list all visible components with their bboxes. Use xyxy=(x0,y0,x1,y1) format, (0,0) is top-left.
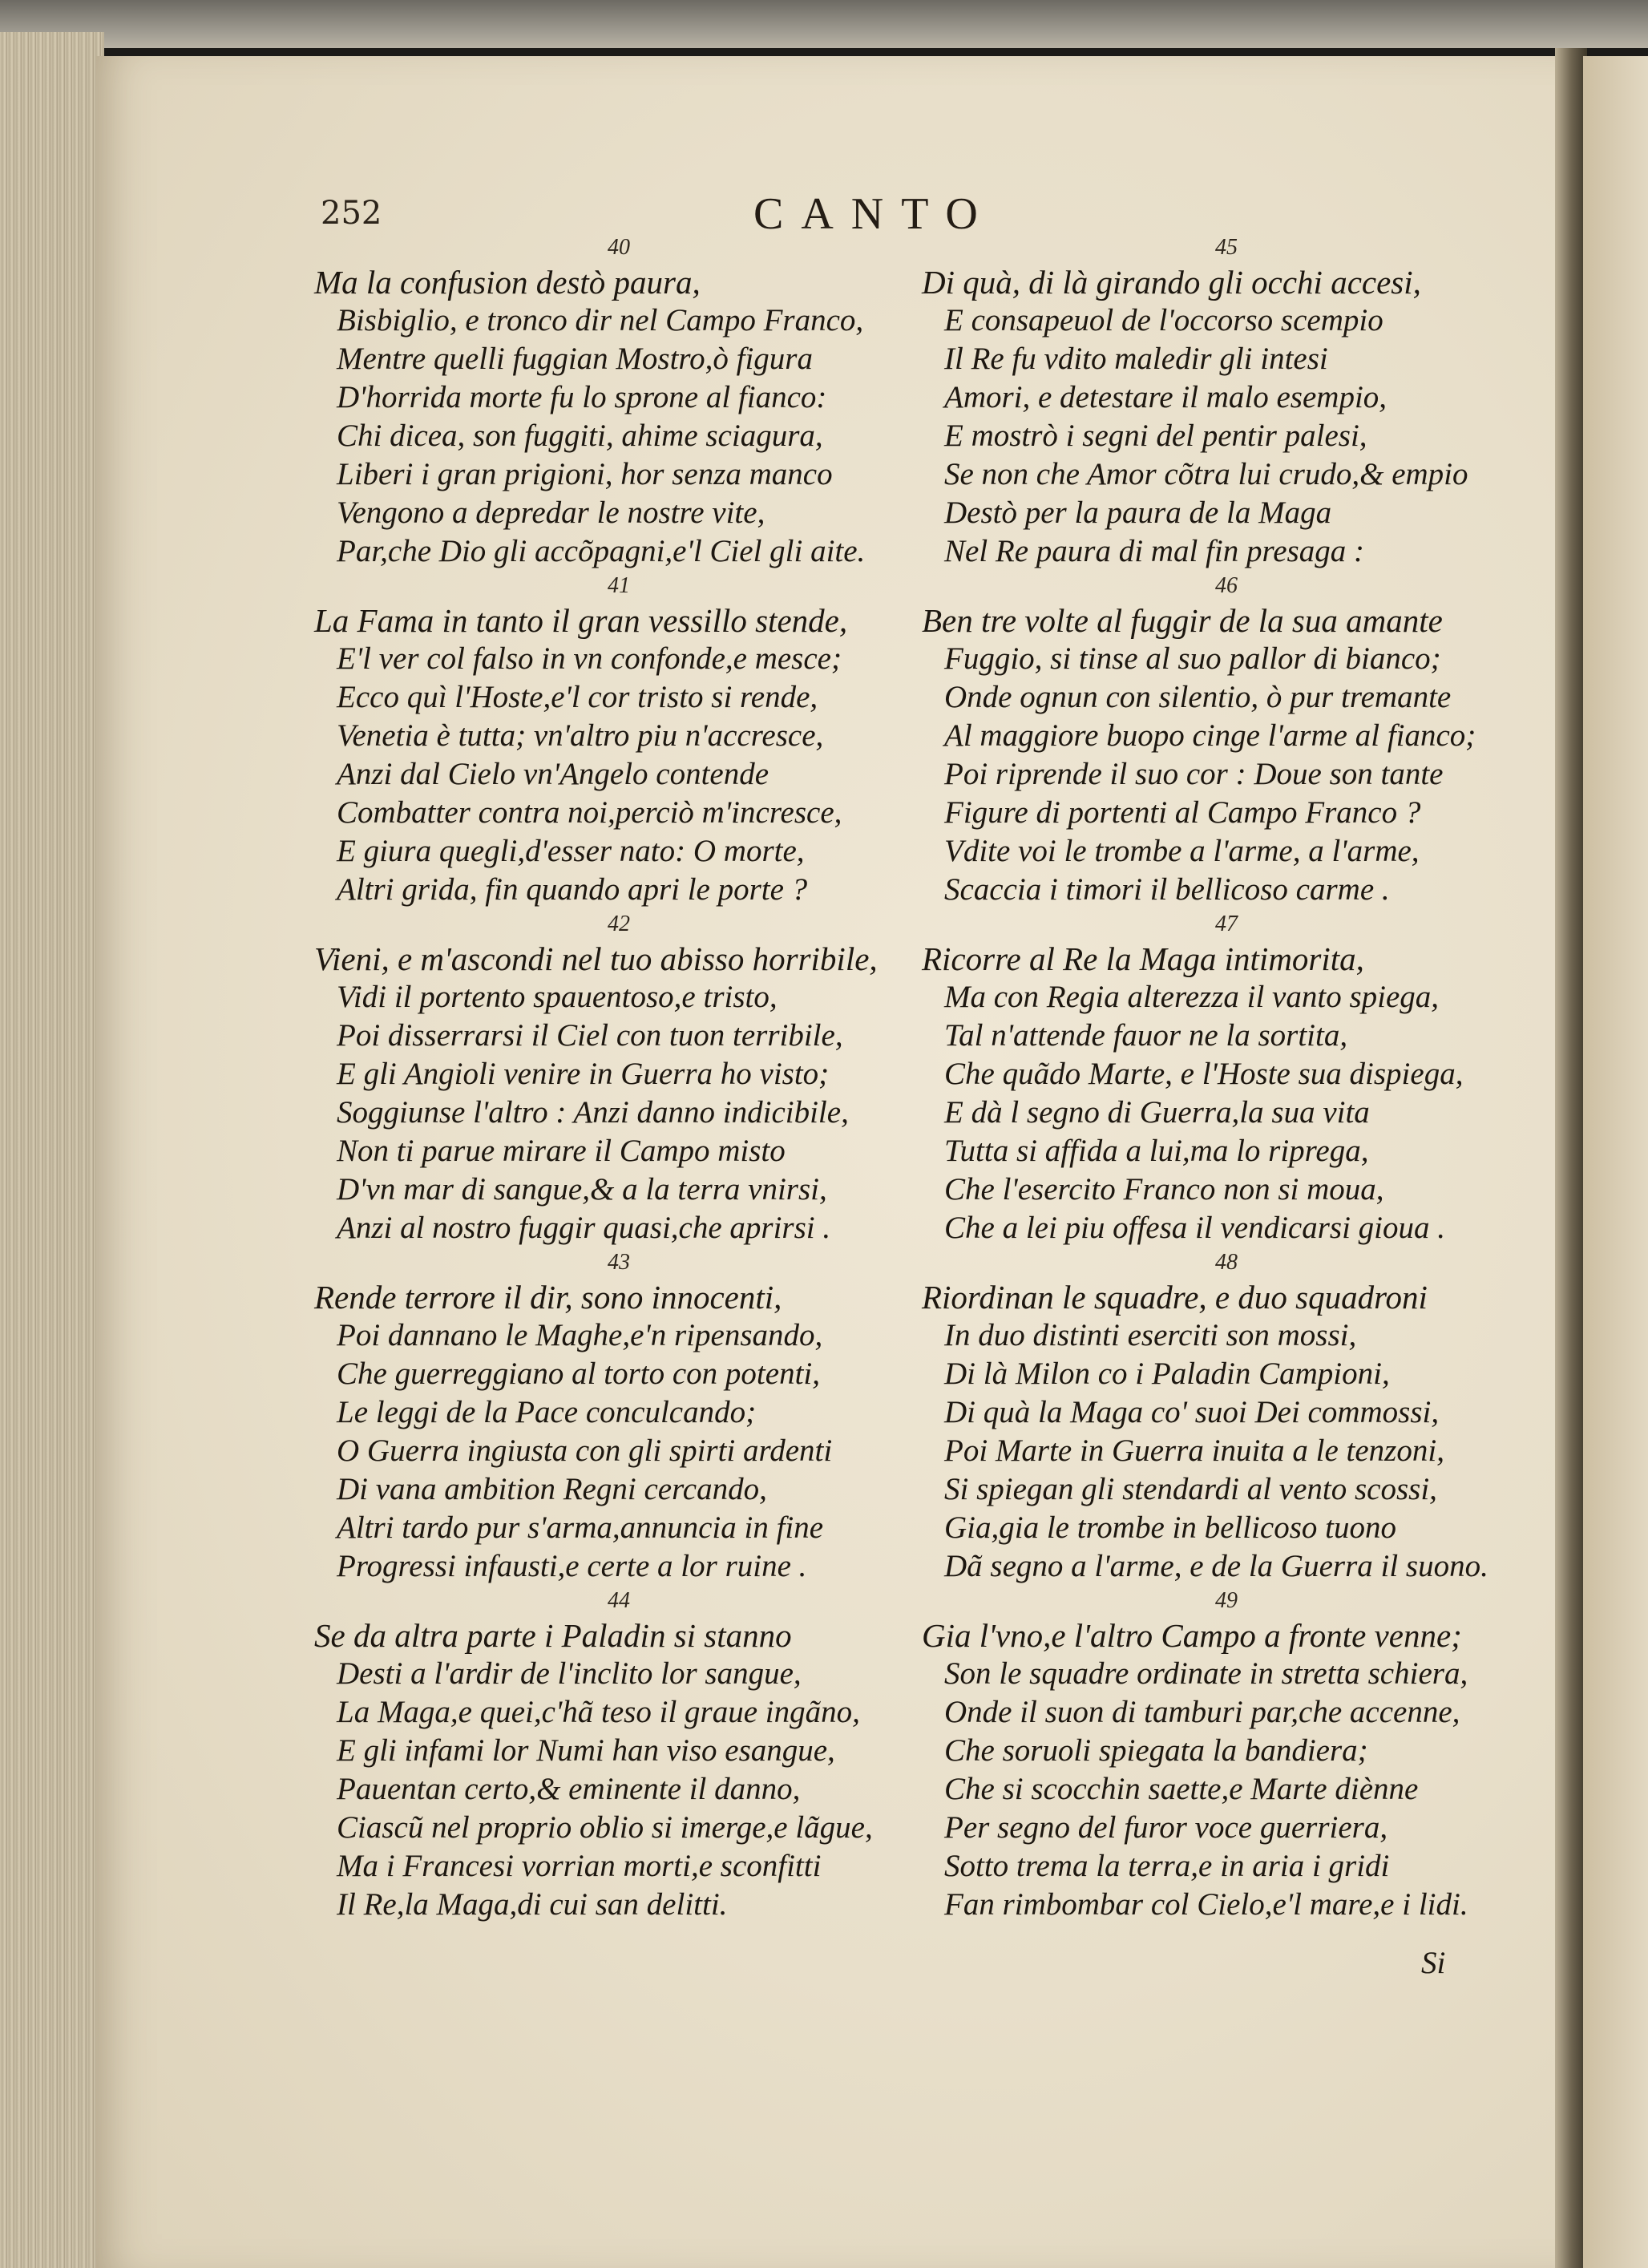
stanza-number: 46 xyxy=(1215,573,1238,598)
stanza-number: 40 xyxy=(608,235,630,260)
verse-line: Che guerreggiano al torto con potenti, xyxy=(337,1356,820,1391)
verse-line: Progressi infausti,e certe a lor ruine . xyxy=(337,1549,807,1583)
stanza-number: 48 xyxy=(1215,1250,1238,1275)
verse-line: Ma i Francesi vorrian morti,e sconfitti xyxy=(337,1849,822,1883)
verse-line: Bisbiglio, e tronco dir nel Campo Franco, xyxy=(337,303,864,338)
verse-line: Di là Milon co i Paladin Campioni, xyxy=(944,1356,1390,1391)
verse-line: Onde il suon di tamburi par,che accenne, xyxy=(944,1695,1460,1729)
stanza xyxy=(922,571,1531,909)
verse-line: Amori, e detestare il malo esempio, xyxy=(944,380,1387,414)
verse-line: Figure di portenti al Campo Franco ? xyxy=(944,795,1421,830)
verse-line: E gli Angioli venire in Guerra ho visto; xyxy=(337,1057,830,1091)
verse-line: Rende terrore il dir, sono innocenti, xyxy=(314,1279,782,1316)
verse-line: Di vana ambition Regni cercando, xyxy=(337,1472,767,1506)
stanza-number: 42 xyxy=(608,912,630,936)
stanza xyxy=(314,571,923,909)
verse-line: E mostrò i segni del pentir palesi, xyxy=(944,418,1367,453)
verse-line: Tutta si affida a lui,ma lo riprega, xyxy=(944,1134,1369,1168)
verse-line: Destò per la paura de la Maga xyxy=(944,495,1332,530)
verse-line: D'vn mar di sangue,& a la terra vnirsi, xyxy=(337,1172,827,1207)
verse-line: La Maga,e quei,c'hã teso il graue ingãno, xyxy=(337,1695,860,1729)
verse-line: E'l ver col falso in vn confonde,e mesce; xyxy=(337,641,842,676)
verse-line: Ciascũ nel proprio oblio si imerge,e lãgue, xyxy=(337,1810,873,1845)
verse-line: Di quà la Maga co' suoi Dei commossi, xyxy=(944,1395,1440,1429)
stanza-number: 45 xyxy=(1215,235,1238,260)
verse-line: Anzi dal Cielo vn'Angelo contende xyxy=(337,757,769,791)
page-stack-edge xyxy=(0,32,104,2268)
stanza xyxy=(922,909,1531,1247)
stanza-number: 47 xyxy=(1215,912,1238,936)
stanza-number: 49 xyxy=(1215,1588,1238,1613)
verse-line: Pauentan certo,& eminente il danno, xyxy=(337,1772,801,1806)
verse-line: Anzi al nostro fuggir quasi,che aprirsi . xyxy=(337,1211,831,1245)
verse-line: Che quãdo Marte, e l'Hoste sua dispiega, xyxy=(944,1057,1464,1091)
verse-line: Ecco quì l'Hoste,e'l cor tristo si rende, xyxy=(337,680,818,714)
verse-line: Scaccia i timori il bellicoso carme . xyxy=(944,872,1390,907)
verse-line: Ricorre al Re la Maga intimorita, xyxy=(922,940,1364,977)
verse-line: D'horrida morte fu lo sprone al fianco: xyxy=(337,380,827,414)
verse-line: Che soruoli spiegata la bandiera; xyxy=(944,1733,1368,1768)
verse-line: Liberi i gran prigioni, hor senza manco xyxy=(337,457,833,491)
verse-line: Nel Re paura di mal fin presaga : xyxy=(944,534,1364,568)
verse-line: In duo distinti eserciti son mossi, xyxy=(944,1318,1357,1352)
stanza-number: 44 xyxy=(608,1588,630,1613)
stanza xyxy=(922,1586,1531,1924)
verse-line: Non ti parue mirare il Campo misto xyxy=(337,1134,786,1168)
verse-line: Si spiegan gli stendardi al vento scossi, xyxy=(944,1472,1437,1506)
book-cover-edge xyxy=(0,0,1648,48)
verse-line: Fuggio, si tinse al suo pallor di bianco; xyxy=(944,641,1441,676)
facing-page-edge xyxy=(1583,56,1648,2268)
verse-line: Gia,gia le trombe in bellicoso tuono xyxy=(944,1510,1396,1545)
verse-line: Che l'esercito Franco non si moua, xyxy=(944,1172,1384,1207)
verse-line: Son le squadre ordinate in stretta schiera, xyxy=(944,1656,1468,1691)
verse-line: E dà l segno di Guerra,la sua vita xyxy=(944,1095,1370,1130)
verse-line: Chi dicea, son fuggiti, ahime sciagura, xyxy=(337,418,823,453)
verse-line: E gli infami lor Numi han viso esangue, xyxy=(337,1733,835,1768)
verse-line: Se da altra parte i Paladin si stanno xyxy=(314,1617,792,1654)
verse-line: La Fama in tanto il gran vessillo stende, xyxy=(314,602,848,639)
verse-line: Vieni, e m'ascondi nel tuo abisso horribile, xyxy=(314,940,878,977)
verse-line: Onde ognun con silentio, ò pur tremante xyxy=(944,680,1452,714)
stanza xyxy=(314,1247,923,1586)
verse-line: Poi Marte in Guerra inuita a le tenzoni, xyxy=(944,1433,1444,1468)
verse-line: Che si scocchin saette,e Marte diènne xyxy=(944,1772,1419,1806)
verse-line: E giura quegli,d'esser nato: O morte, xyxy=(337,834,805,868)
verse-line: Vengono a depredar le nostre vite, xyxy=(337,495,765,530)
stanza-number: 43 xyxy=(608,1250,630,1275)
verse-line: Il Re fu vdito maledir gli intesi xyxy=(944,342,1328,376)
stanza xyxy=(922,1247,1531,1586)
stanza xyxy=(314,909,923,1247)
verse-line: Ma la confusion destò paura, xyxy=(314,264,701,301)
right-column xyxy=(922,232,1531,1924)
verse-line: Desti a l'ardir de l'inclito lor sangue, xyxy=(337,1656,802,1691)
verse-line: E consapeuol de l'occorso scempio xyxy=(944,303,1383,338)
catchword: Si xyxy=(1421,1946,1446,1980)
verse-line: Per segno del furor voce guerriera, xyxy=(944,1810,1388,1845)
verse-line: Che a lei piu offesa il vendicarsi gioua . xyxy=(944,1211,1446,1245)
book-gutter xyxy=(1555,48,1587,2268)
verse-line: Le leggi de la Pace conculcando; xyxy=(337,1395,757,1429)
verse-line: Ma con Regia alterezza il vanto spiega, xyxy=(944,980,1440,1014)
verse-line: Sotto trema la terra,e in aria i gridi xyxy=(944,1849,1390,1883)
verse-line: O Guerra ingiusta con gli spirti ardenti xyxy=(337,1433,833,1468)
verse-line: Poi disserrarsi il Ciel con tuon terribile, xyxy=(337,1018,843,1053)
verse-line: Altri tardo pur s'arma,annuncia in fine xyxy=(337,1510,824,1545)
stanza xyxy=(314,1586,923,1924)
verse-line: Combatter contra noi,perciò m'incresce, xyxy=(337,795,842,830)
verse-line: Gia l'vno,e l'altro Campo a fronte venne; xyxy=(922,1617,1462,1654)
running-title: CANTO xyxy=(753,189,996,239)
verse-line: Vdite voi le trombe a l'arme, a l'arme, xyxy=(944,834,1420,868)
verse-line: Riordinan le squadre, e duo squadroni xyxy=(922,1279,1428,1316)
verse-line: Poi dannano le Maghe,e'n ripensando, xyxy=(337,1318,823,1352)
verse-line: Di quà, di là girando gli occhi accesi, xyxy=(922,264,1421,301)
verse-line: Vidi il portento spauentoso,e tristo, xyxy=(337,980,778,1014)
verse-line: Venetia è tutta; vn'altro piu n'accresce, xyxy=(337,718,824,753)
verse-line: Al maggiore buopo cinge l'arme al fianco; xyxy=(944,718,1476,753)
verse-line: Se non che Amor cõtra lui crudo,& empio xyxy=(944,457,1468,491)
verse-line: Tal n'attende fauor ne la sortita, xyxy=(944,1018,1348,1053)
page-number: 252 xyxy=(321,195,382,232)
verse-line: Soggiunse l'altro : Anzi danno indicibile, xyxy=(337,1095,849,1130)
left-column xyxy=(314,232,923,1924)
stanza xyxy=(314,232,923,571)
verse-line: Ben tre volte al fuggir de la sua amante xyxy=(922,602,1443,639)
verse-line: Altri grida, fin quando apri le porte ? xyxy=(337,872,808,907)
stanza xyxy=(922,232,1531,571)
verse-line: Fan rimbombar col Cielo,e'l mare,e i lidi. xyxy=(944,1887,1468,1922)
verse-line: Par,che Dio gli accõpagni,e'l Ciel gli aite. xyxy=(337,534,866,568)
verse-line: Il Re,la Maga,di cui san delitti. xyxy=(337,1887,728,1922)
verse-line: Mentre quelli fuggian Mostro,ò figura xyxy=(337,342,813,376)
verse-line: Poi riprende il suo cor : Doue son tante xyxy=(944,757,1444,791)
verse-line: Dã segno a l'arme, e de la Guerra il suono. xyxy=(944,1549,1488,1583)
stanza-number: 41 xyxy=(608,573,630,598)
